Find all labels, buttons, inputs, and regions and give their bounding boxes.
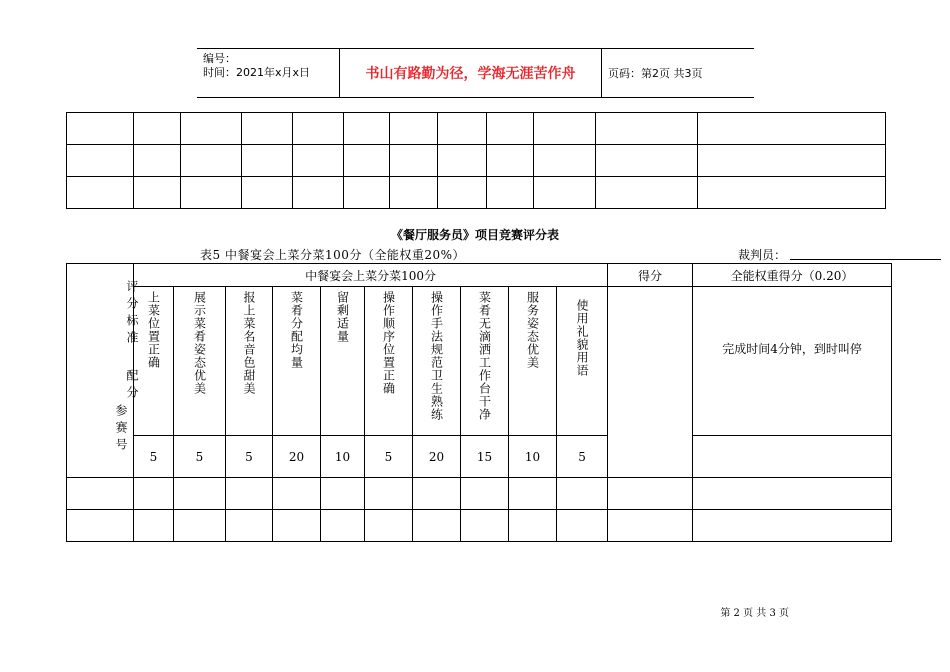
table-row xyxy=(67,145,886,177)
criterion-label: 菜肴分配均量 xyxy=(289,291,304,369)
criterion-label: 上菜位置正确 xyxy=(146,291,161,369)
side-label-entrant: 参赛号 xyxy=(114,404,128,455)
points-cell: 15 xyxy=(461,436,509,478)
criterion-cell xyxy=(557,287,608,436)
table-row xyxy=(67,113,886,145)
motto: 书山有路勤为径，学海无涯苦作舟 xyxy=(339,49,602,97)
scoring-table xyxy=(66,263,892,542)
criterion-cell xyxy=(413,287,461,436)
note-cell xyxy=(693,287,892,436)
group-header: 中餐宴会上菜分菜100分 xyxy=(134,264,608,287)
criterion-cell xyxy=(509,287,557,436)
criterion-label: 服务姿态优美 xyxy=(525,291,540,369)
points-cell: 20 xyxy=(273,436,321,478)
entry-row xyxy=(67,478,892,510)
header-row xyxy=(67,264,892,287)
judge-signature-line xyxy=(790,259,941,260)
table-title: 《餐厅服务员》项目竞赛评分表 xyxy=(390,228,559,242)
score-cell xyxy=(608,287,693,478)
criterion-cell xyxy=(321,287,365,436)
score-header: 得分 xyxy=(608,264,693,287)
criterion-cell xyxy=(365,287,413,436)
criterion-label: 菜肴无滴洒工作台干净 xyxy=(477,291,492,421)
points-cell: 5 xyxy=(174,436,226,478)
table-row xyxy=(67,177,886,209)
points-cell: 5 xyxy=(134,436,174,478)
criterion-cell xyxy=(174,287,226,436)
side-label-standard: 评分标准 xyxy=(125,280,139,348)
judge-label: 裁判员： xyxy=(738,248,787,262)
points-cell: 20 xyxy=(413,436,461,478)
side-label-points: 配分 xyxy=(125,369,139,403)
criterion-label: 操作顺序位置正确 xyxy=(381,291,396,395)
document-header xyxy=(197,48,754,98)
points-row xyxy=(67,436,892,478)
table-subtitle: 表5 中餐宴会上菜分菜100分（全能权重20%） xyxy=(200,248,466,262)
criterion-label: 展示菜肴姿态优美 xyxy=(192,291,207,395)
weighted-score-header: 全能权重得分（0.20） xyxy=(693,264,892,287)
page-label: 页码：第2页 共3页 xyxy=(608,67,703,80)
criterion-cell xyxy=(273,287,321,436)
header-info xyxy=(197,49,339,97)
criterion-cell xyxy=(461,287,509,436)
time-label: 时间：2021年x月x日 xyxy=(203,66,311,79)
points-cell: 5 xyxy=(557,436,608,478)
points-cell: 10 xyxy=(509,436,557,478)
criterion-label: 报上菜名音色甜美 xyxy=(242,291,256,395)
criteria-row xyxy=(67,287,892,436)
points-cell: 10 xyxy=(321,436,365,478)
points-cell: 5 xyxy=(365,436,413,478)
criterion-label: 使用礼貌用语 xyxy=(575,299,590,377)
points-cell: 5 xyxy=(226,436,273,478)
criterion-cell xyxy=(226,287,273,436)
previous-table xyxy=(66,112,886,209)
criterion-label: 留剩适量 xyxy=(335,291,350,343)
number-label: 编号： xyxy=(203,52,236,65)
criterion-label: 操作手法规范卫生熟练 xyxy=(429,291,444,421)
side-label-cell xyxy=(67,264,139,478)
completion-note: 完成时间4分钟，到时叫停 xyxy=(722,342,862,356)
page-footer: 第 2 页 共 3 页 xyxy=(720,608,789,619)
entry-row xyxy=(67,510,892,542)
